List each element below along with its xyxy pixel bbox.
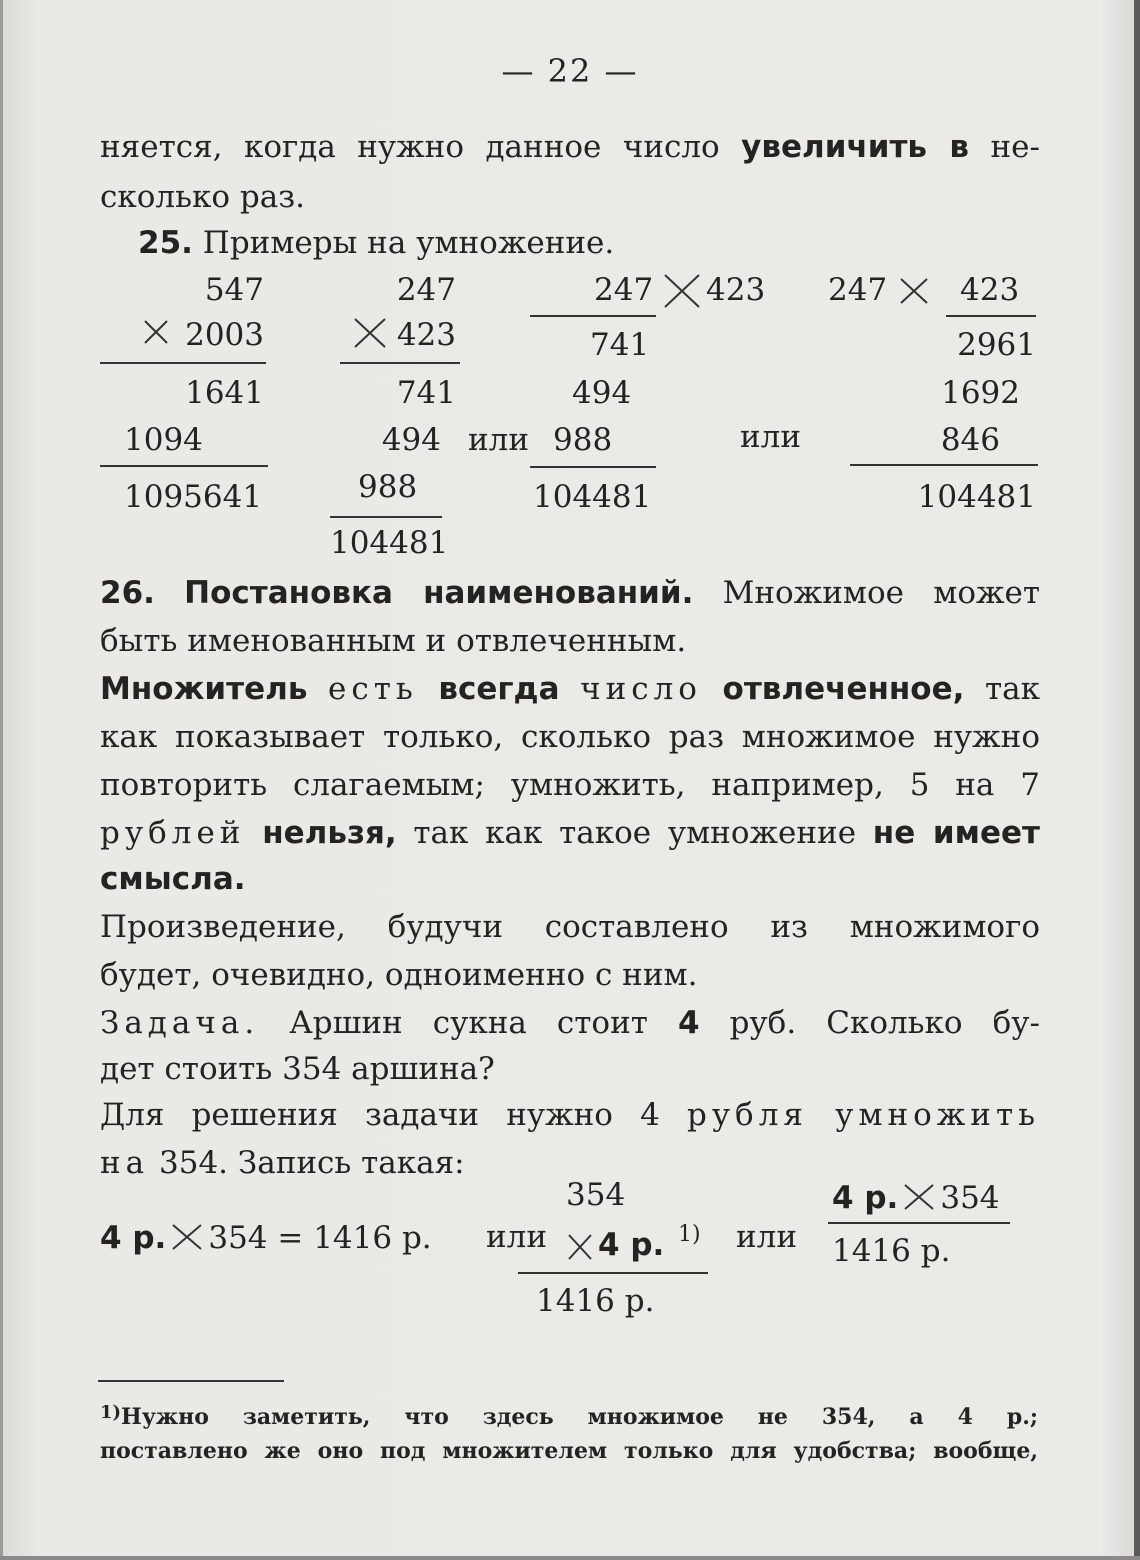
- page-bottom-edge: [0, 1556, 1140, 1560]
- para1-line-3: повторить слагаемым; умножить, например, 5 на 7: [100, 767, 1040, 803]
- or-label: или: [740, 419, 802, 455]
- ex3-partial-3: 988: [553, 422, 613, 458]
- section-26-heading: 26.: [100, 575, 155, 611]
- record-col-result: 1416 р.: [536, 1283, 655, 1319]
- ex3-multiplicand: 247: [594, 272, 654, 308]
- section-25-heading: 25. Примеры на умножение.: [138, 225, 615, 261]
- ex2-partial-1: 741: [396, 375, 456, 411]
- record-frac-rule: [828, 1222, 1010, 1224]
- ex3-rule-1: [530, 315, 656, 317]
- page-number: — 22 —: [501, 52, 639, 90]
- ex4-partial-3: 846: [940, 422, 1000, 458]
- multiply-sign-icon: [662, 272, 702, 310]
- intro-line-1: няется, когда нужно данное число увеличить в не-: [100, 129, 1040, 165]
- ex4-rule-1: [946, 315, 1036, 317]
- footnote-separator: [98, 1380, 284, 1382]
- ex4-partial-2: 1692: [941, 375, 1020, 411]
- ex3-partial-2: 494: [572, 375, 632, 411]
- ex1-multiplier: 2003: [185, 317, 264, 353]
- footnote-line-2: поставлено же оно под множителем только для удобства; вообще,: [100, 1438, 1038, 1464]
- ex1-result: 1095641: [124, 479, 263, 515]
- ex2-rule-2: [330, 516, 442, 518]
- multiply-sign-icon: [566, 1232, 594, 1262]
- ex4-result: 104481: [917, 479, 1036, 515]
- record-frac-bottom: 1416 р.: [832, 1233, 951, 1269]
- ex3-multiplier: 423: [706, 272, 766, 308]
- ex2-multiplicand: 247: [396, 272, 456, 308]
- ex4-rule-2: [850, 464, 1038, 466]
- record-col-multiplier: 4 р.: [598, 1227, 665, 1263]
- para1-line-4: рублей нельзя, так как такое умножение не имеет: [100, 815, 1040, 851]
- or-label: или: [486, 1219, 548, 1255]
- ex1-multiplicand: 547: [204, 272, 264, 308]
- para2-line-2: будет, очевидно, одноименно с ним.: [100, 957, 698, 993]
- ex2-result: 104481: [330, 525, 449, 561]
- section-26-line-1: 26. Постановка наименований. Множимое может: [100, 575, 1040, 611]
- footnote-ref: 1): [678, 1222, 701, 1247]
- record-frac-top: 4 р. 354: [832, 1180, 1000, 1216]
- ex2-partial-2: 494: [381, 422, 441, 458]
- ex3-result: 104481: [533, 479, 652, 515]
- page-right-edge: [1134, 0, 1140, 1560]
- ex1-rule-2: [100, 465, 268, 467]
- para1-line-5: смысла.: [100, 861, 246, 897]
- ex2-multiplier: 423: [396, 317, 456, 353]
- ex4-multiplicand: 247: [828, 272, 888, 308]
- intro-line-2: сколько раз.: [100, 179, 305, 215]
- page-left-edge: [0, 0, 3, 1560]
- or-label: или: [468, 422, 530, 458]
- ex2-rule-1: [340, 362, 460, 364]
- para1-line-2: как показывает только, сколько раз множимое нужно: [100, 719, 1040, 755]
- ex1-partial-2: 1094: [124, 422, 203, 458]
- solution-line-1: Для решения задачи нужно 4 рубля умножить: [100, 1097, 1040, 1133]
- ex4-partial-1: 2961: [957, 327, 1036, 363]
- problem-line-1: Задача. Аршин сукна стоит 4 руб. Сколько бу-: [100, 1005, 1041, 1041]
- record-col-top: 354: [566, 1177, 626, 1213]
- multiply-sign-icon: [898, 276, 930, 306]
- ex3-rule-2: [530, 466, 656, 468]
- ex1-rule-1: [100, 362, 266, 364]
- multiply-sign-icon: [170, 1222, 204, 1252]
- record-col-rule: [518, 1272, 708, 1274]
- record-inline: 4 р. 354 = 1416 р.: [100, 1220, 432, 1256]
- ex3-partial-1: 741: [590, 327, 650, 363]
- ex4-multiplier: 423: [960, 272, 1020, 308]
- multiply-sign-icon: [902, 1182, 936, 1212]
- ex2-partial-3: 988: [358, 469, 418, 505]
- solution-line-2: на 354. Запись такая:: [100, 1145, 465, 1181]
- para1-line-1: Множитель есть всегда число отвлеченное, так: [100, 671, 1040, 707]
- section-26-line-2: быть именованным и отвлеченным.: [100, 623, 687, 659]
- or-label: или: [736, 1219, 798, 1255]
- footnote-line-1: $^{1)}$Нужно заметить, что здесь множимое не 354, а 4 р.;: [100, 1402, 1038, 1430]
- para2-line-1: Произведение, будучи составлено из множимого: [100, 909, 1040, 945]
- problem-line-2: дет стоить 354 аршина?: [100, 1051, 495, 1087]
- ex1-partial-1: 1641: [185, 375, 264, 411]
